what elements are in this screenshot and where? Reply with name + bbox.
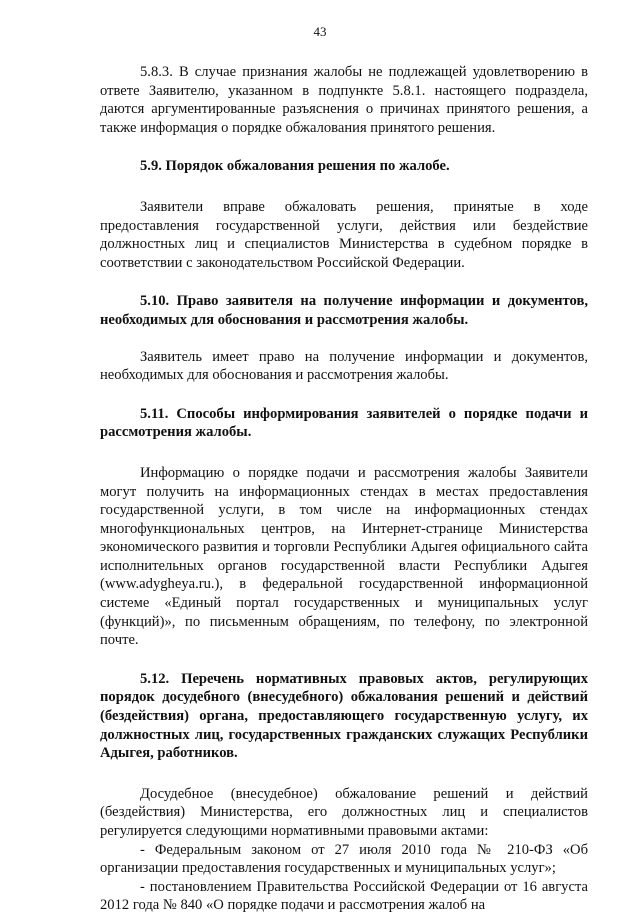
paragraph-5-8-3: 5.8.3. В случае признания жалобы не подлежащей удовлетворению в ответе Заявителю, указанном в подпункте 5.8.1. настоящего подраздела, даются аргументированные разъяснения о причинах принятого решения, а также информация о порядке обжалования принятого решения. [100, 64, 588, 136]
document-body [100, 63, 588, 915]
heading-5-9: 5.9. Порядок обжалования решения по жалобе. [140, 158, 450, 175]
heading-5-10: 5.10. Право заявителя на получение информации и документов, необходимых для обоснования и рассмотрения жалобы. [100, 293, 588, 328]
paragraph-5-11: Информацию о порядке подачи и рассмотрения жалобы Заявители могут получить на информационных стендах в местах предоставления государственной услуги, в том числе на информационных стендах многофункциональных центров, на Интернет-странице Министерства экономического развития и торговли Республики Адыгея официального сайта исполнительных органов государственной власти Республики Адыгея (www.adygheya.ru.), в федеральной государственной информационной системе «Единый портал государственных и муниципальных услуг (функций)», по письменным обращениям, по телефону, по электронной почте. [100, 464, 588, 649]
list-item-resolution-840: - постановлением Правительства Российской Федерации от 16 августа 2012 года № 840 «О порядке подачи и рассмотрения жалоб на [100, 878, 588, 914]
paragraph-5-9: Заявители вправе обжаловать решения, принятые в ходе предоставления государственной услуги, действия или бездействие должностных лиц и специалистов Министерства в судебном порядке в соответствии с законодательством Российской Федерации. [100, 198, 588, 271]
paragraph-5-12-intro: Досудебное (внесудебное) обжалование решений и действий (бездействия) Министерства, его должностных лиц и специалистов регулируется следующими нормативными правовыми актами: [100, 785, 588, 839]
heading-5-11: 5.11. Способы информирования заявителей о порядке подачи и рассмотрения жалобы. [100, 405, 588, 441]
heading-5-12: 5.12. Перечень нормативных правовых актов, регулирующих порядок досудебного (внесудебного) обжалования решений и действий (бездействия) органа, предоставляющего государственную услугу, их должностных лиц, государственных гражданских служащих Республики Адыгея, работников. [100, 670, 588, 762]
list-item-law-210-fz: - Федеральным законом от 27 июля 2010 года № 210-ФЗ «Об организации предоставления государственных и муниципальных услуг»; [100, 841, 588, 877]
paragraph-5-10: Заявитель имеет право на получение информации и документов, необходимых для обоснования и рассмотрения жалобы. [100, 348, 588, 384]
page-number: 43 [313, 24, 327, 39]
